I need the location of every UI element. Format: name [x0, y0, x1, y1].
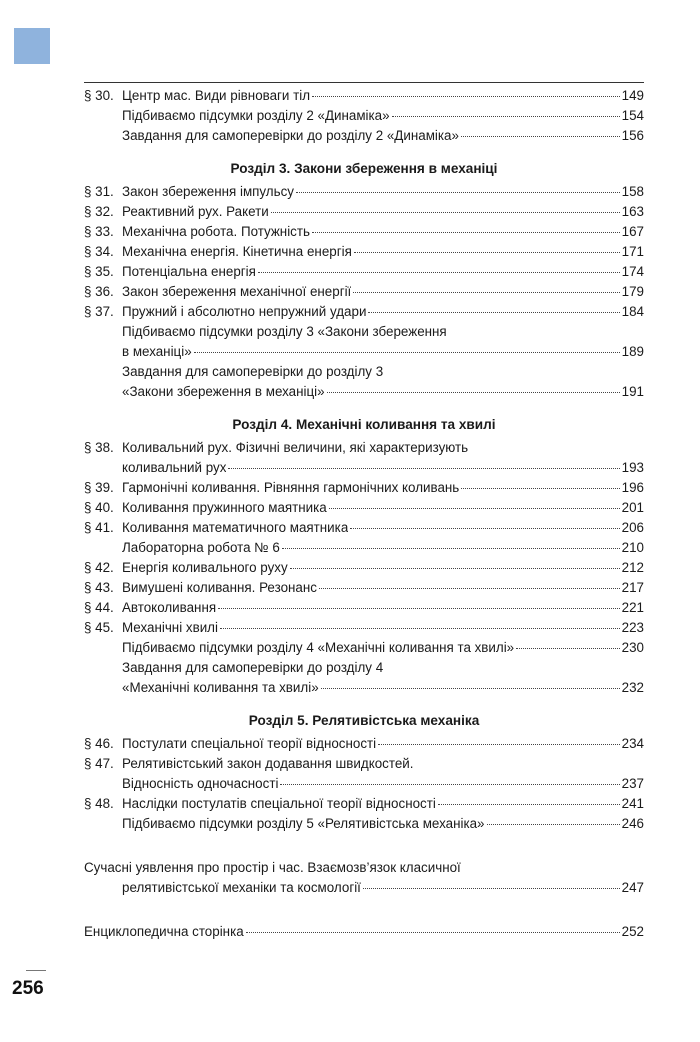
dot-leader	[329, 508, 620, 509]
toc-entry[interactable]	[84, 578, 644, 598]
section-number: § 38.	[84, 440, 114, 455]
entry-title: Енциклопедична сторінка	[84, 924, 244, 939]
dot-leader	[461, 488, 619, 489]
dot-leader	[363, 888, 620, 889]
entry-title: Механічна робота. Потужність	[122, 224, 310, 239]
dot-leader	[312, 96, 620, 97]
toc-entry[interactable]	[84, 878, 644, 898]
page-ref: 196	[621, 480, 644, 495]
page-ref: 193	[621, 460, 644, 475]
dot-leader	[353, 292, 619, 293]
entry-title: Підбиваємо підсумки розділу 3 «Закони збереження	[122, 324, 447, 339]
page-ref: 210	[621, 540, 644, 555]
page-ref: 184	[621, 304, 644, 319]
dot-leader	[350, 528, 619, 529]
toc-entry[interactable]	[84, 518, 644, 538]
page-ref: 217	[621, 580, 644, 595]
dot-leader	[368, 312, 619, 313]
entry-title: Закон збереження імпульсу	[122, 184, 294, 199]
page-ref: 234	[621, 736, 644, 751]
toc-entry[interactable]	[84, 814, 644, 834]
section-title: Розділ 4. Механічні коливання та хвилі	[232, 417, 496, 432]
page-ref: 163	[621, 204, 644, 219]
toc-entry[interactable]	[84, 754, 644, 774]
dot-leader	[194, 352, 620, 353]
section-number: § 40.	[84, 500, 114, 515]
toc-entry[interactable]	[84, 638, 644, 658]
page-ref: 206	[621, 520, 644, 535]
section-title: Розділ 3. Закони збереження в механіці	[230, 161, 498, 176]
dot-leader	[290, 568, 620, 569]
page-ref: 223	[621, 620, 644, 635]
page-ref: 230	[621, 640, 644, 655]
entry-title: коливальний рух	[122, 460, 227, 475]
entry-title: Центр мас. Види рівноваги тіл	[122, 88, 311, 103]
entry-title: Коливання математичного маятника	[122, 520, 349, 535]
toc-entry[interactable]	[84, 922, 644, 942]
dot-leader	[438, 804, 620, 805]
section-number: § 35.	[84, 264, 114, 279]
toc-entry[interactable]	[84, 182, 644, 202]
dot-leader	[282, 548, 620, 549]
section-number: § 48.	[84, 796, 114, 811]
entry-title: Механічні хвилі	[122, 620, 218, 635]
entry-title: Пружний і абсолютно непружний удари	[122, 304, 367, 319]
entry-title: Завдання для самоперевірки до розділу 4	[122, 660, 384, 675]
dot-leader	[228, 468, 619, 469]
entry-title: Підбиваємо підсумки розділу 2 «Динаміка»	[122, 108, 390, 123]
dot-leader	[271, 212, 620, 213]
dot-leader	[218, 608, 620, 609]
toc-entry[interactable]	[84, 774, 644, 794]
section-number: § 31.	[84, 184, 114, 199]
section-number: § 43.	[84, 580, 114, 595]
toc-entry[interactable]	[84, 478, 644, 498]
toc-entry[interactable]	[84, 598, 644, 618]
toc-entry[interactable]	[84, 658, 644, 678]
entry-title: Гармонічні коливання. Рівняння гармонічних коливань	[122, 480, 460, 495]
page-ref: 201	[621, 500, 644, 515]
header-rule	[84, 82, 644, 83]
entry-title: Сучасні уявлення про простір і час. Взаємозв’язок класичної	[84, 860, 461, 875]
page-number-mark	[26, 970, 46, 971]
dot-leader	[319, 588, 620, 589]
dot-leader	[392, 116, 620, 117]
page-ref: 158	[621, 184, 644, 199]
page-ref: 174	[621, 264, 644, 279]
toc-entry[interactable]	[84, 362, 644, 382]
page-ref: 246	[621, 816, 644, 831]
dot-leader	[258, 272, 620, 273]
page-ref: 156	[621, 128, 644, 143]
page-ref: 149	[621, 88, 644, 103]
entry-title: Підбиваємо підсумки розділу 4 «Механічні коливання та хвилі»	[122, 640, 515, 655]
entry-title: Завдання для самоперевірки до розділу 2 «Динаміка»	[122, 128, 459, 143]
entry-title: Енергія коливального руху	[122, 560, 288, 575]
section-number: § 37.	[84, 304, 114, 319]
entry-title: в механіці»	[122, 344, 192, 359]
page-ref: 232	[621, 680, 644, 695]
entry-title: Коливання пружинного маятника	[122, 500, 327, 515]
toc-entry[interactable]	[84, 126, 644, 146]
section-number: § 32.	[84, 204, 114, 219]
toc-entry[interactable]	[84, 678, 644, 698]
dot-leader	[312, 232, 620, 233]
page-ref: 241	[621, 796, 644, 811]
section-number: § 45.	[84, 620, 114, 635]
entry-title: Наслідки постулатів спеціальної теорії відносності	[122, 796, 436, 811]
entry-title: релятивістської механіки та космології	[122, 880, 361, 895]
toc-entry[interactable]	[84, 618, 644, 638]
toc-entry[interactable]	[84, 558, 644, 578]
entry-title: Підбиваємо підсумки розділу 5 «Релятивістська механіка»	[122, 816, 485, 831]
page-ref: 212	[621, 560, 644, 575]
toc-entry[interactable]	[84, 498, 644, 518]
toc-entry[interactable]	[84, 342, 644, 362]
entry-title: Вимушені коливання. Резонанс	[122, 580, 317, 595]
section-number: § 46.	[84, 736, 114, 751]
toc-entry[interactable]	[84, 86, 644, 106]
section-number: § 33.	[84, 224, 114, 239]
entry-title: Механічна енергія. Кінетична енергія	[122, 244, 352, 259]
toc-entry[interactable]	[84, 262, 644, 282]
section-number: § 47.	[84, 756, 114, 771]
dot-leader	[220, 628, 620, 629]
entry-title: Коливальний рух. Фізичні величини, які характеризують	[122, 440, 469, 455]
toc-entry[interactable]	[84, 302, 644, 322]
toc-entry[interactable]	[84, 106, 644, 126]
section-number: § 36.	[84, 284, 114, 299]
section-title: Розділ 5. Релятивістська механіка	[248, 713, 480, 728]
entry-title: Постулати спеціальної теорії відносності	[122, 736, 377, 751]
dot-leader	[354, 252, 620, 253]
section-number: § 39.	[84, 480, 114, 495]
page-ref: 247	[621, 880, 644, 895]
dot-leader	[487, 824, 620, 825]
dot-leader	[461, 136, 620, 137]
toc-entry[interactable]	[84, 382, 644, 402]
entry-title: Відносність одночасності	[122, 776, 279, 791]
toc-entry[interactable]	[84, 858, 644, 878]
entry-title: Лабораторна робота № 6	[122, 540, 280, 555]
dot-leader	[378, 744, 620, 745]
toc-entry[interactable]	[84, 538, 644, 558]
dot-leader	[321, 688, 620, 689]
dot-leader	[296, 192, 620, 193]
toc-entry[interactable]	[84, 222, 644, 242]
entry-title: Релятивістський закон додавання швидкостей.	[122, 756, 414, 771]
page-ref: 252	[621, 924, 644, 939]
toc-entry[interactable]	[84, 322, 644, 342]
page-ref: 154	[621, 108, 644, 123]
section-number: § 44.	[84, 600, 114, 615]
page-ref: 221	[621, 600, 644, 615]
toc-entry[interactable]	[84, 202, 644, 222]
entry-title: Завдання для самоперевірки до розділу 3	[122, 364, 384, 379]
spacer	[84, 834, 644, 858]
section-number: § 34.	[84, 244, 114, 259]
dot-leader	[327, 392, 620, 393]
spacer	[84, 898, 644, 922]
dot-leader	[280, 784, 619, 785]
page-ref: 237	[621, 776, 644, 791]
entry-title: Закон збереження механічної енергії	[122, 284, 352, 299]
toc-entry[interactable]	[84, 458, 644, 478]
toc-entry[interactable]	[84, 794, 644, 814]
toc-entry[interactable]	[84, 242, 644, 262]
entry-title: Потенціальна енергія	[122, 264, 256, 279]
page-ref: 189	[621, 344, 644, 359]
entry-title: «Механічні коливання та хвилі»	[122, 680, 319, 695]
toc-entry[interactable]	[84, 282, 644, 302]
section-number: § 41.	[84, 520, 114, 535]
dot-leader	[516, 648, 620, 649]
section-number: § 30.	[84, 88, 114, 103]
page-number: 256	[12, 978, 44, 999]
section-number: § 42.	[84, 560, 114, 575]
toc-entry[interactable]	[84, 734, 644, 754]
corner-color-square	[14, 28, 50, 64]
entry-title: Реактивний рух. Ракети	[122, 204, 269, 219]
table-of-contents	[84, 86, 644, 942]
page-ref: 191	[621, 384, 644, 399]
page-ref: 171	[621, 244, 644, 259]
toc-entry[interactable]	[84, 438, 644, 458]
entry-title: Автоколивання	[122, 600, 217, 615]
page-ref: 167	[621, 224, 644, 239]
entry-title: «Закони збереження в механіці»	[122, 384, 325, 399]
page-ref: 179	[621, 284, 644, 299]
dot-leader	[246, 932, 620, 933]
